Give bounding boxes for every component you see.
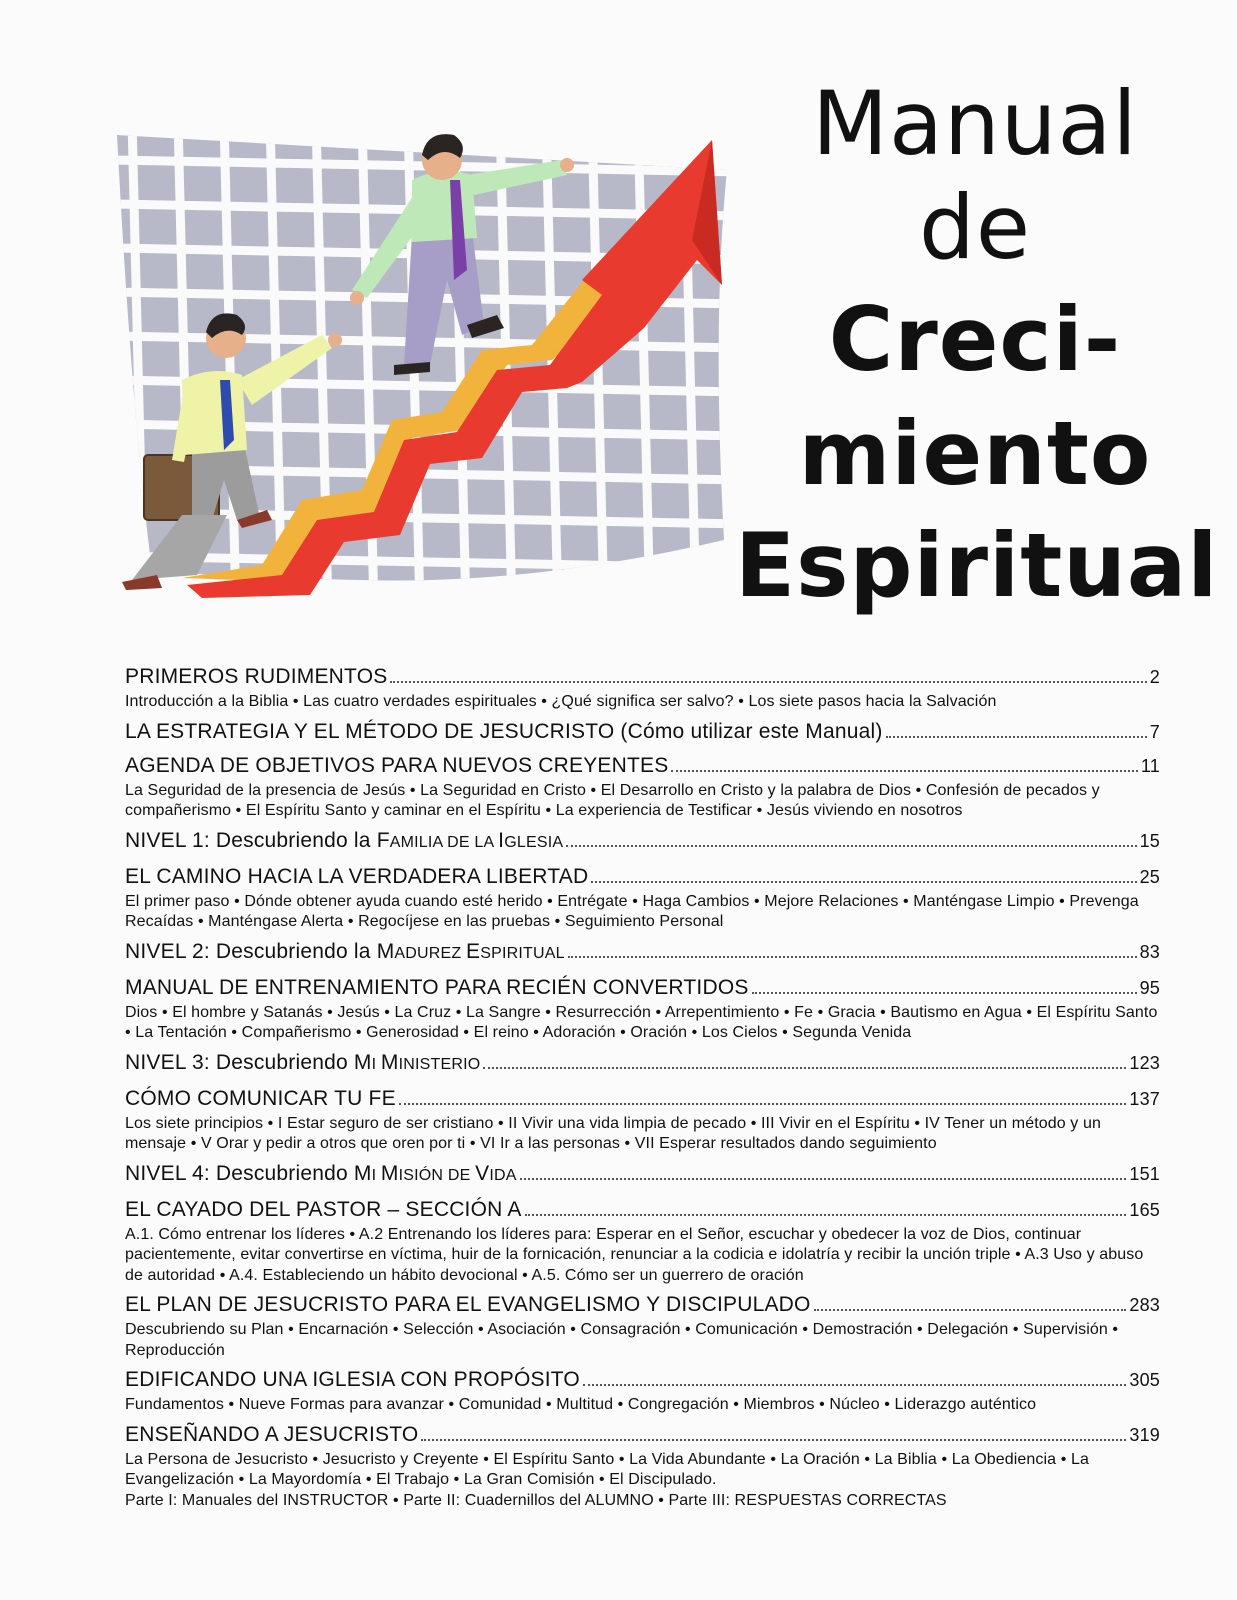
toc-entry-title: [125, 1159, 517, 1191]
toc-entry: [125, 1365, 1160, 1416]
toc-title-part: I: [498, 828, 505, 852]
toc-entry-title: PRIMEROS RUDIMENTOS: [125, 665, 388, 688]
two-men-climbing-rising-arrow-chart-icon: [112, 120, 742, 610]
dot-leader: [752, 992, 1137, 994]
toc-title-part: M: [380, 1050, 399, 1074]
title-line-4: miento: [798, 402, 1152, 505]
toc-entry-title: ENSEÑANDO A JESUCRISTO: [125, 1422, 419, 1446]
title-line-3: Creci-: [828, 288, 1122, 391]
toc-title-part: V: [475, 1161, 490, 1185]
toc-entry-title: EL PLAN DE JESUCRISTO PARA EL EVANGELISMO Y DISCIPULADO: [125, 1293, 811, 1316]
toc-entry: [125, 1084, 1160, 1155]
toc-title-smallcaps: IDA: [489, 1166, 517, 1184]
toc-title-smallcaps: ISIÓN DE: [398, 1166, 476, 1184]
toc-entry-description: El primer paso • Dónde obtener ayuda cuando esté herido • Entrégate • Haga Cambios • Mejore Relaciones • Manténgase Limpio • Prevenga Recaídas • Manténgase Alerta • Regocíjese en las pruebas • Seguimiento Personal: [125, 892, 1139, 930]
toc-page-number: 137: [1129, 1088, 1160, 1109]
toc-page-number: 305: [1129, 1370, 1160, 1390]
dot-leader: [525, 1214, 1127, 1216]
toc-title-part: NIVEL 2: Descubriendo la M: [125, 939, 395, 963]
dot-leader: [886, 736, 1147, 738]
title-line-5: Espiritual: [735, 514, 1219, 617]
toc-entry: [125, 662, 1160, 713]
toc-page-number: 283: [1129, 1295, 1160, 1315]
title-line-1: Manual: [812, 72, 1138, 175]
toc-entry: [125, 937, 1160, 969]
toc-page-number: 2: [1149, 667, 1160, 687]
toc-entry-title: AGENDA DE OBJETIVOS PARA NUEVOS CREYENTES: [125, 753, 669, 777]
toc-page-number: 83: [1139, 941, 1160, 962]
toc-title-part: M: [380, 1161, 399, 1185]
toc-title-part: NIVEL 3: Descubriendo M: [125, 1050, 372, 1074]
toc-entry-description: Descubriendo su Plan • Encarnación • Selección • Asociación • Consagración • Comunicación • Demostración • Delegación • Supervisión • Reproducción: [125, 1321, 1119, 1359]
toc-entry-description: Fundamentos • Nueve Formas para avanzar • Comunidad • Multitud • Congregación • Miembros • Núcleo • Liderazgo auténtico: [125, 1396, 1037, 1413]
toc-title-part: NIVEL 4: Descubriendo M: [125, 1161, 372, 1185]
climbing-arrow-illustration: [112, 120, 742, 610]
toc-page-number: 25: [1139, 866, 1160, 887]
toc-page-number: 165: [1129, 1199, 1160, 1220]
toc-title-smallcaps: AMILIA DE LA: [389, 833, 499, 851]
title-line-2: de: [919, 176, 1031, 279]
toc-entry-description: La Seguridad de la presencia de Jesús • La Seguridad en Cristo • El Desarrollo en Cristo y la palabra de Dios • Confesión de pecados y compañerismo • El Espíritu Santo y caminar en el Espíritu • La experiencia de Testificar • Jesús viviendo en nosotros: [125, 781, 1100, 819]
toc-entry: [125, 973, 1160, 1044]
toc-entry-description: A.1. Cómo entrenar los líderes • A.2 Entrenando los líderes para: Esperar en el Señor, escuchar y obedecer la voz de Dios, continuar pacientemente, evitar convertirse en víctima, huir de la fornicación, renunciar a la codicia e idolatría y recibir la unción triple • A.3 Uso y abuso de autoridad • A.4. Estableciendo un hábito devocional • A.5. Cómo ser un guerrero de oración: [125, 1225, 1144, 1284]
toc-title-smallcaps: INISTERIO: [398, 1055, 481, 1073]
toc-entry-title: MANUAL DE ENTRENAMIENTO PARA RECIÉN CONVERTIDOS: [125, 975, 749, 999]
toc-entry-title: LA ESTRATEGIA Y EL MÉTODO DE JESUCRISTO (Cómo utilizar este Manual): [125, 719, 883, 743]
table-of-contents: [125, 662, 1160, 1515]
dot-leader: [814, 1309, 1127, 1311]
toc-title-smallcaps: I: [371, 1055, 381, 1073]
toc-page-number: 319: [1129, 1424, 1160, 1445]
toc-entry: [125, 826, 1160, 858]
toc-entry: [125, 1195, 1160, 1287]
toc-title-smallcaps: SPIRITUAL: [480, 944, 565, 962]
toc-page-number: 123: [1129, 1052, 1160, 1073]
toc-entry-title: EL CAYADO DEL PASTOR – SECCIÓN A: [125, 1197, 522, 1221]
toc-title-part: NIVEL 1: Descubriendo la F: [125, 828, 390, 852]
toc-page-number: 95: [1139, 977, 1160, 998]
toc-page-number: 7: [1149, 721, 1160, 742]
dot-leader: [591, 881, 1136, 883]
toc-title-smallcaps: ADUREZ: [394, 944, 467, 962]
toc-entry: [125, 751, 1160, 822]
toc-entry-parts: Parte I: Manuales del INSTRUCTOR • Parte II: Cuadernillos del ALUMNO • Parte III: RESPUESTAS CORRECTAS: [125, 1491, 947, 1509]
toc-entry: [125, 717, 1160, 747]
toc-entry-title: CÓMO COMUNICAR TU FE: [125, 1086, 396, 1110]
toc-entry: [125, 1290, 1160, 1361]
dot-leader: [390, 681, 1146, 683]
toc-entry: [125, 1159, 1160, 1191]
toc-entry-title: EDIFICANDO UNA IGLESIA CON PROPÓSITO: [125, 1368, 580, 1391]
dot-leader: [399, 1103, 1127, 1105]
toc-page-number: 151: [1129, 1163, 1160, 1184]
toc-entry-title: EL CAMINO HACIA LA VERDADERA LIBERTAD: [125, 864, 589, 888]
dot-leader: [483, 1067, 1126, 1069]
toc-entry-description: Introducción a la Biblia • Las cuatro verdades espirituales • ¿Qué significa ser salvo? • Los siete pasos hacia la Salvación: [125, 693, 997, 710]
toc-entry-title: [125, 937, 565, 969]
toc-page-number: 15: [1139, 830, 1160, 851]
toc-title-part: E: [466, 939, 481, 963]
dot-leader: [520, 1178, 1127, 1180]
document-title: [735, 70, 1219, 617]
toc-entry-title: [125, 1048, 480, 1080]
dot-leader: [566, 845, 1136, 847]
toc-entry: [125, 1048, 1160, 1080]
dot-leader: [421, 1439, 1126, 1441]
dot-leader: [671, 770, 1137, 772]
toc-entry-description: La Persona de Jesucristo • Jesucristo y Creyente • El Espíritu Santo • La Vida Abundante • La Oración • La Biblia • La Obediencia • La Evangelización • La Mayordomía • El Trabajo • La Gran Comisión • El Discipulado.: [125, 1450, 1089, 1488]
toc-entry: [125, 862, 1160, 933]
toc-title-smallcaps: I: [371, 1166, 381, 1184]
toc-entry-description: Los siete principios • I Estar seguro de ser cristiano • II Vivir una vida limpia de pecado • III Vivir en el Espíritu • IV Tener un método y un mensaje • V Orar y pedir a otros que oren por ti • VI Ir a las personas • VII Esperar resultados dando seguimiento: [125, 1114, 1101, 1152]
toc-entry: [125, 1420, 1160, 1512]
toc-entry-description: Dios • El hombre y Satanás • Jesús • La Cruz • La Sangre • Resurrección • Arrepentimiento • Fe • Gracia • Bautismo en Agua • El Espíritu Santo • La Tentación • Compañerismo • Generosidad • El reino • Adoración • Oración • Los Cielos • Segunda Venida: [125, 1003, 1158, 1041]
dot-leader: [583, 1384, 1126, 1386]
toc-title-smallcaps: GLESIA: [504, 833, 564, 851]
dot-leader: [568, 956, 1137, 958]
toc-entry-title: [125, 826, 563, 858]
toc-page-number: 11: [1140, 755, 1160, 776]
